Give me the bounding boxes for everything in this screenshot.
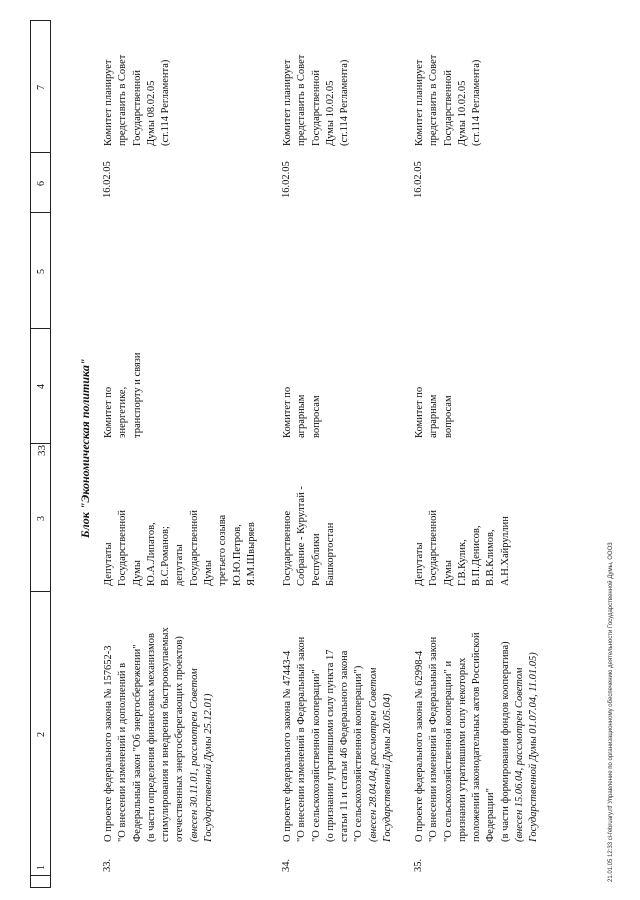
row-committee: Комитет по аграрным вопросам (414, 386, 454, 438)
col-num-6: 6 (36, 181, 47, 186)
row-plan: Комитет планирует представить в Совет Государственной Думы 10.02.05 (ст.114 Регламента) (414, 54, 483, 146)
col-sep-4-5 (30, 328, 51, 329)
col-num-1: 1 (36, 865, 47, 870)
row-author: Депутаты Государственной Думы Ю.А.Липатов, В.С.Романов; депутаты Государственной Думы третьего созыва Ю.Ю.Петров, Я.М.Швыряев (103, 510, 257, 586)
row-number: 35. (413, 858, 424, 872)
row-description: О проекте федерального закона № 47443-4 "О внесении изменений в Федеральный закон "О сельскохозяйственной кооперации" (о признании утратившими силу пункта 17 статьи 11 и статьи 46 Федерального закона "О сельскохозяйственной кооперации") (внесен 28.04.04, рассмотрен Советом Государственной Думы 20.05.04) (282, 636, 394, 842)
row-description: О проекте федерального закона № 157652-3 "О внесении изменений и дополнений в Федеральный закон "Об энергосбережении" (в части определения финансовых механизмов стимулирования и внедрения быстроокупаемых отечественных энергосберегающих проектов) (внесен 30.11.01, рассмотрен Советом Государственной Думы 25.12.01) (103, 627, 215, 842)
row-date: 16.02.05 (413, 161, 424, 198)
row-number: 33. (102, 858, 113, 872)
col-num-5: 5 (36, 269, 47, 274)
row-author: Депутаты Государственной Думы Г.В.Кулик, В.П.Денисов, В.В.Климов, А.Н.Хайруллин (414, 510, 511, 586)
page-number (36, 445, 48, 456)
col-sep-5-6 (30, 212, 51, 213)
strip-right-border (50, 20, 51, 888)
row-committee: Комитет по аграрным вопросам (282, 386, 322, 438)
col-sep-2-3 (30, 591, 51, 592)
col-num-7: 7 (36, 85, 47, 90)
page-footer: 21.01.05 12:33 cl-february.rtf Управление по организационному обеспечению деятельности Государственной Думы, ООО3 (608, 542, 614, 882)
row-author: Государственное Собрание - Курултай - Республики Башкортостан (282, 486, 336, 586)
row-plan: Комитет планирует представить в Совет Государственной Думы 08.02.05 (ст.114 Регламента) (103, 54, 172, 146)
col-sep-6-7 (30, 152, 51, 153)
section-title: Блок "Экономическая политика" (78, 358, 92, 538)
row-committee: Комитет по энергетике, транспорту и связи (103, 352, 143, 438)
row-date: 16.02.05 (102, 161, 113, 198)
row-description: О проекте федерального закона № 62998-4 "О внесении изменений в Федеральный закон "О сельскохозяйственной кооперации" и признании утратившими силу некоторых положений законодательных актов Российской Федерации" (в части формирования фондов кооператива) (внесен 15.06.04, рассмотрен Советом Государственной Думы 01.07.04, 11.01.05) (414, 632, 540, 842)
strip-left-border (30, 20, 31, 888)
col-num-3: 3 (36, 516, 47, 521)
strip-top-border (30, 20, 51, 21)
row-number: 34. (281, 858, 292, 872)
col-sep-3-4 (30, 443, 51, 444)
page-number-text: 33 (36, 445, 48, 456)
col-sep-1-2 (30, 875, 51, 876)
row-date: 16.02.05 (281, 161, 292, 198)
col-num-4: 4 (36, 384, 47, 389)
row-plan: Комитет планирует представить в Совет Государственной Думы 10.02.05 (ст.114 Регламента) (282, 54, 351, 146)
col-num-2: 2 (36, 732, 47, 737)
strip-bottom-border (30, 887, 51, 888)
